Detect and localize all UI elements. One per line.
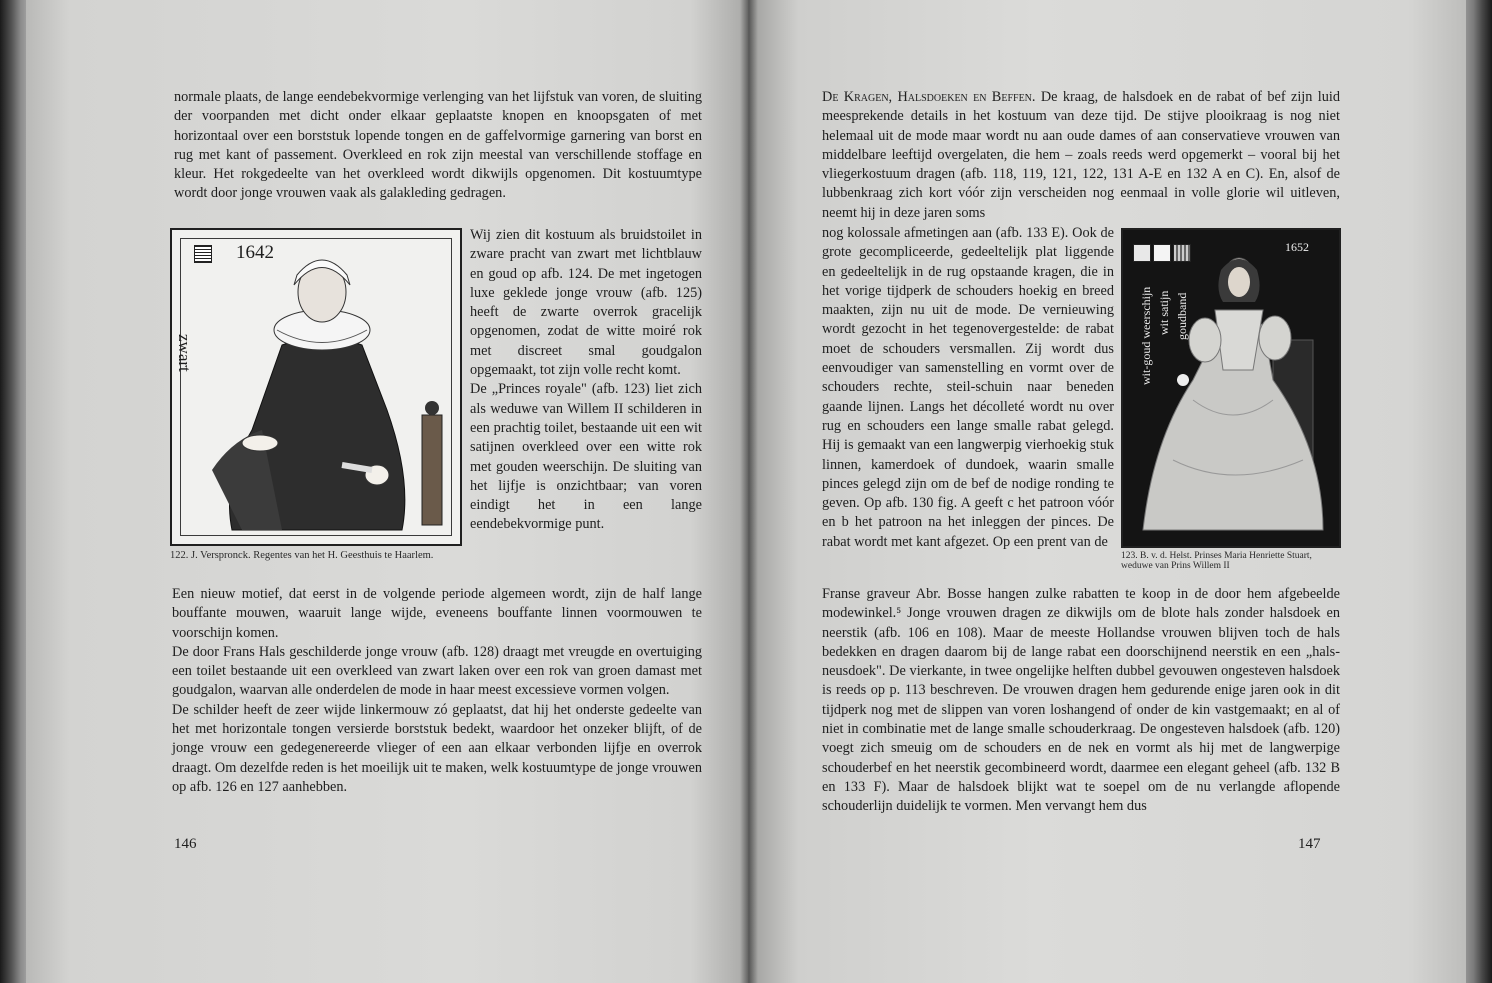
left-top-paragraph: normale plaats, de lange eendebekvormige verlenging van het lijfstuk van voren, de sluiting der voorpanden met dicht onder elkaar geplaatste knopen en knoopsgaten of met horizontaal over een borststuk lopende tongen en de gaffelvormige garnering van borst en rug met kant of passement. Overkleed en rok zijn meestal van verschillende stoffage en kleur. Het rokgedeelte van het overkleed wordt dikwijls opgenomen. Dit kostuumtype wordt door jonge vrouwen vaak als galakleding gedragen. bbox=[174, 89, 702, 202]
figure-123-portrait bbox=[1121, 228, 1341, 548]
page-number-right: 147 bbox=[1298, 836, 1321, 852]
right-top-paragraph: De Kragen, Halsdoeken en Beffen. De kraag, de halsdoek en de rabat of bef zijn luid meesprekende details in het kostuum van deze tijd. De stijve plooikraag is nog niet helemaal uit de mode maar wordt nu aan oude dames of aan conservatieve vrouwen van middelbare leeftijd overgelaten, die hem – zoals reeds werd opgemerkt – vooral bij het vliegerkostuum dragen (afb. 118, 119, 121, 122, 131 A-E en 132 A en C). En, alsof de lubbenkraag zich kort vóór zijn verscheiden nog eenmaal in volle glorie wil uitleven, neemt hij in deze jaren soms bbox=[822, 89, 1340, 221]
figure-label-3: goudband bbox=[1175, 292, 1189, 340]
left-side-column: Wij zien dit kostuum als bruidstoilet in zware pracht van zwart met lichtblauw en goud op afb. 124. De met ingetogen luxe geklede jonge vrouw (afb. 125) heeft de zwarte overrok gracelijk opgenomen, zodat de witte moiré rok met discreet smal goudgalon opgemaakt, tot zijn volle recht komt. De „Princes royale" (afb. 123) liet zich als weduwe van Willem II schilderen in een prachtig toilet, bestaande uit een wit satijnen overkleed over een witte rok met gouden weerschijn. De sluiting van het lijfje is onzichtbaar; van voren eindigt het in een lange eendebekvormige punt. bbox=[470, 227, 702, 533]
figure-123-caption: 123. B. v. d. Helst. Prinses Maria Henriette Stuart, weduwe van Prins Willem II bbox=[1121, 551, 1312, 571]
section-heading: De Kragen, Halsdoeken en Beffen. bbox=[822, 89, 1036, 105]
figure-color-label: zwart bbox=[175, 334, 194, 372]
figure-label-2: wit satijn bbox=[1157, 290, 1171, 335]
figure-122-portrait bbox=[170, 228, 462, 546]
right-page bbox=[748, 0, 1466, 983]
figure-label-1: wit-goud weerschijn bbox=[1139, 286, 1153, 385]
left-lower-text: Een nieuw motief, dat eerst in de volgende periode algemeen wordt, zijn de half lange bouffante mouwen, waaruit lange wijde, eveneens bouffante linnen voormouwen te voorschijn komen. De door Frans Hals geschilderde jonge vrouw (afb. 128) draagt met vreugde en overtuiging een toilet bestaande uit een overkleed van zwart laken over een rok van groen damast met goudgalon, waarvan alle onderdelen de mode in haar meest excessieve vormen volgen. De schilder heeft de zeer wijde linkermouw zó geplaatst, dat hij het onderste gedeelte van het met horizontale tongen versierde borststuk bedekt, waardoor het onzeker blijft, of de jonge vrouw een gedegenereerde vlieger of een aan elkaar verbonden lijfje en overrok draagt. Om dezelfde reden is het moeilijk uit te maken, welk kostuumtype de jonge vrouwen op afb. 126 en 127 aanhebben. bbox=[172, 586, 702, 795]
book-gutter bbox=[740, 0, 758, 983]
left-page bbox=[26, 0, 748, 983]
figure-122-caption: 122. J. Verspronck. Regentes van het H. Geesthuis te Haarlem. bbox=[170, 550, 434, 561]
figure-year: 1642 bbox=[236, 242, 274, 263]
portrait-engraving bbox=[172, 230, 462, 546]
right-bottom-paragraph: Franse graveur Abr. Bosse hangen zulke rabatten te koop in de door hem afgebeelde modewinkel.⁵ Jonge vrouwen dragen ze dikwijls om de blote hals zonder halsdoek en neerstik (afb. 106 en 108). Maar de meeste Hollandse vrouwen blijven toch de hals bedekken en dragen daarom bij de lange rabat een doorschijnend neerstik en een „hals-neusdoek". De vierkante, in twee ongelijke helften dubbel gevouwen ongesteven halsdoek is reeds op p. 113 beschreven. De vrouwen dragen hem gedurende enige jaren ook in dit tijdperk nog met de slippen van voren loshangend of onder de kin vastgemaakt; en al of niet in combinatie met de lange smalle schouderkraag. De ongesteven halsdoek (afb. 120) voegt zich smeuig om de schouders en de nek en vormt als hij met de langwerpige schouderbef en het neerstik gecombineerd wordt, daarmee een elegant geheel (afb. 132 B en 133 F). Maar de halsdoek blijkt wat te soepel om de nu verlangde aflopende schouderlijn duidelijk te vormen. Men vervangt hem dus bbox=[822, 586, 1340, 815]
figure-year-right: 1652 bbox=[1285, 240, 1309, 254]
page-number-left: 146 bbox=[174, 836, 197, 852]
right-side-column: nog kolossale afmetingen aan (afb. 133 E). Ook de grote gecompliceerde, gedeeltelijk plat liggende en gedeeltelijk in de rug opstaande kragen, die in het vorige tijdperk de schouders hoekig en breed maakten, zijn nu uit de mode. De vernieuwing wordt gezocht in het tegenovergestelde: de rabat moet de schouders versmallen. Zij wordt dus eenvoudiger van samenstelling en vormt over de schouders rechte, steil-schuin naar beneden gaande lijnen. Langs het décolleté wordt nu over rug en schouders een lange smalle rabat gelegd. Hij is gemaakt van een langwerpig vierhoekig stuk linnen, kamerdoek of dundoek, waarin smalle pinces gelegd zijn om de bef de nodige ronding te geven. Op afb. 130 fig. A geeft c het patroon vóór en b het patroon na het inleggen der pinces. De rabat wordt met kant afgezet. Op een prent van de bbox=[822, 225, 1114, 550]
princess-engraving bbox=[1123, 230, 1341, 548]
